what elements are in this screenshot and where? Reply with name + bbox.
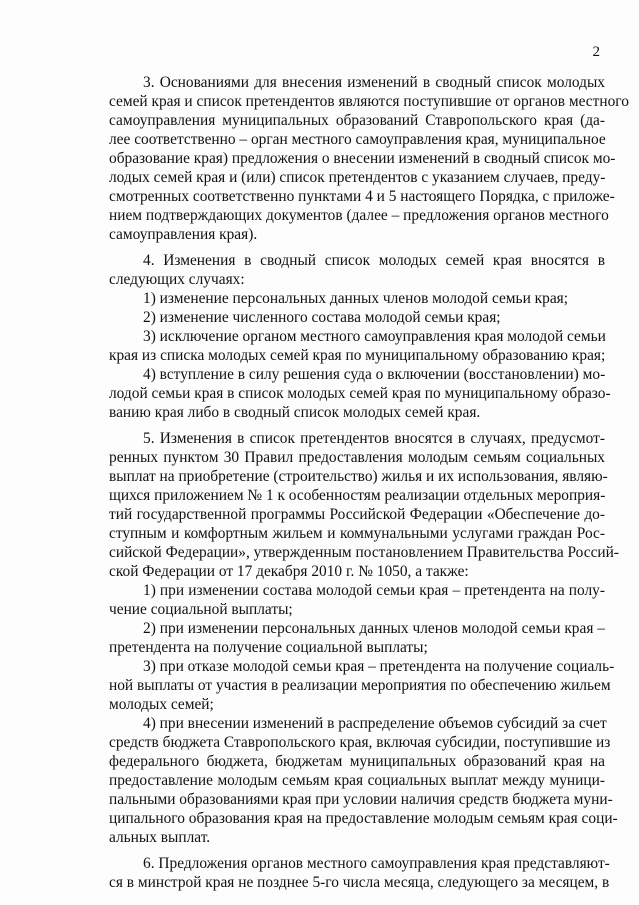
- paragraph-4-line: 2) изменение численного состава молодой семьи края;: [143, 309, 501, 326]
- paragraph-5-line: альных выплат.: [109, 829, 211, 846]
- paragraph-3-line: образование края) предложения о внесении изменений в сводный список мо-: [109, 150, 616, 167]
- paragraph-5-line: ской Федерации от 17 декабря 2010 г. № 1050, а также:: [109, 563, 469, 580]
- paragraph-5-line: ципального образования края на предоставление молодым семьям края соци-: [109, 810, 618, 827]
- paragraph-5-line: ной выплаты от участия в реализации мероприятия по обеспечению жильем: [109, 677, 611, 694]
- paragraph-4-line: 4. Изменения в сводный список молодых семей края вносятся в: [143, 252, 605, 269]
- paragraph-6-line: 6. Предложения органов местного самоуправления края представляют-: [143, 855, 610, 872]
- paragraph-5-line: 2) при изменении персональных данных членов молодой семьи края –: [143, 620, 605, 637]
- paragraph-5-line: 5. Изменения в список претендентов вносятся в случаях, предусмот-: [143, 430, 605, 447]
- paragraph-5-line: претендента на получение социальной выплаты;: [109, 639, 428, 656]
- paragraph-3-line: 3. Основаниями для внесения изменений в сводный список молодых: [143, 74, 605, 91]
- paragraph-3-line: смотренных соответственно пунктами 4 и 5 настоящего Порядка, с приложе-: [109, 188, 615, 205]
- paragraph-5-line: средств бюджета Ставропольского края, включая субсидии, поступившие из: [109, 734, 611, 751]
- paragraph-5-line: федерального бюджета, бюджетам муниципальных образований края на: [109, 753, 605, 770]
- paragraph-5-line: ступным и комфортным жильем и коммунальными услугами граждан Рос-: [109, 525, 605, 542]
- paragraph-5-line: 1) при изменении состава молодой семьи края – претендента на полу-: [143, 582, 605, 599]
- paragraph-4-line: лодой семьи края в список молодых семей края по муниципальному образо-: [109, 385, 611, 402]
- paragraph-6-line: ся в минстрой края не позднее 5-го числа месяца, следующего за месяцем, в: [109, 874, 610, 891]
- page-number: 2: [592, 44, 600, 60]
- paragraph-5-line: 3) при отказе молодой семьи края – претендента на получение социаль-: [143, 658, 615, 675]
- paragraph-3-line: самоуправления края).: [109, 226, 258, 243]
- paragraph-5-line: ренных пунктом 30 Правил предоставления молодым семьям социальных: [109, 449, 605, 466]
- paragraph-3-line: самоуправления муниципальных образований Ставропольского края (да-: [109, 112, 605, 129]
- paragraph-3-line: лее соответственно – орган местного самоуправления края, муниципальное: [109, 131, 606, 148]
- paragraph-5-line: выплат на приобретение (строительство) жилья и их использования, являю-: [109, 468, 608, 485]
- paragraph-4-line: следующих случаях:: [109, 271, 245, 288]
- paragraph-5-line: предоставление молодым семьям края социальных выплат между муници-: [109, 772, 605, 789]
- paragraph-3-line: семей края и список претендентов являются поступившие от органов местного: [109, 93, 629, 110]
- paragraph-4-line: 3) исключение органом местного самоуправления края молодой семьи: [143, 328, 606, 345]
- paragraph-5-line: пальными образованиями края при условии наличия средств бюджета муни-: [109, 791, 613, 808]
- paragraph-5-line: чение социальной выплаты;: [109, 601, 293, 618]
- paragraph-4-line: ванию края либо в сводный список молодых семей края.: [109, 404, 481, 421]
- paragraph-3-line: нием подтверждающих документов (далее – предложения органов местного: [109, 207, 609, 224]
- paragraph-5-line: сийской Федерации», утвержденным постановлением Правительства Россий-: [109, 544, 620, 561]
- paragraph-5-line: щихся приложением № 1 к особенностям реализации отдельных мероприя-: [109, 487, 606, 504]
- paragraph-4-line: края из списка молодых семей края по муниципальному образованию края;: [109, 347, 606, 364]
- paragraph-5-line: тий государственной программы Российской Федерации «Обеспечение до-: [109, 506, 605, 523]
- paragraph-5-line: 4) при внесении изменений в распределение объемов субсидий за счет: [143, 715, 607, 732]
- paragraph-4-line: 4) вступление в силу решения суда о включении (восстановлении) мо-: [143, 366, 606, 383]
- paragraph-4-line: 1) изменение персональных данных членов молодой семьи края;: [143, 290, 569, 307]
- paragraph-5-line: молодых семей;: [109, 696, 214, 713]
- paragraph-3-line: лодых семей края и (или) список претендентов с указанием случаев, преду-: [109, 169, 606, 186]
